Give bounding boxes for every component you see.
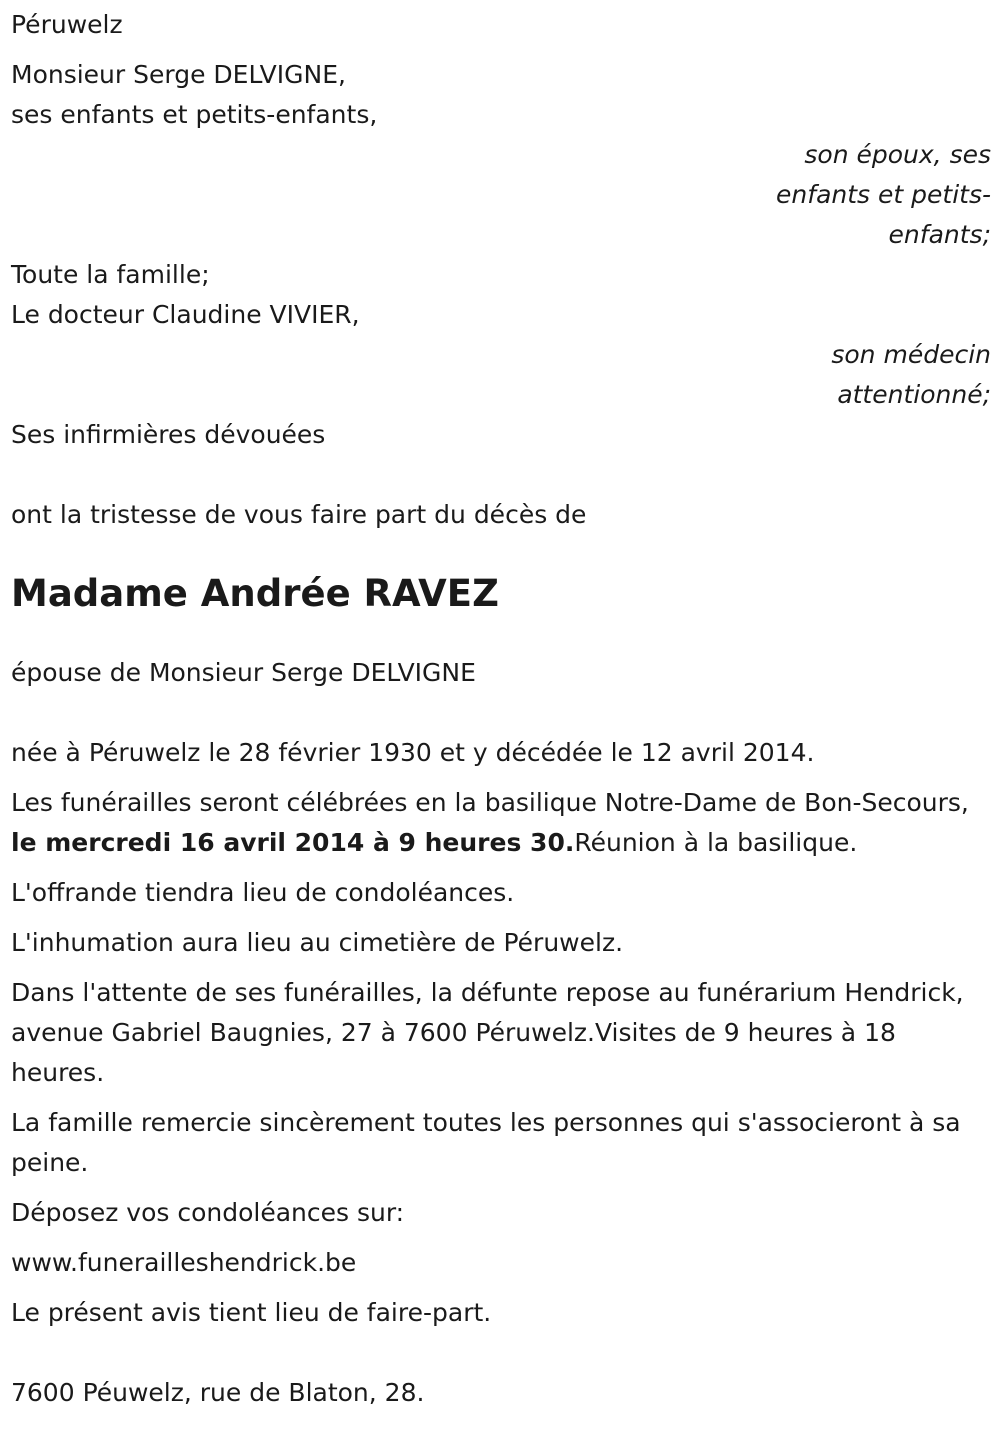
funeral-text-after: Réunion à la basilique. bbox=[574, 828, 858, 857]
family-member-husband: Monsieur Serge DELVIGNE, bbox=[11, 60, 346, 89]
footer-address: 7600 Péuwelz, rue de Blaton, 28. bbox=[11, 1378, 425, 1407]
family-relation-line: enfants et petits- bbox=[776, 180, 991, 209]
spouse-line: épouse de Monsieur Serge DELVIGNE bbox=[11, 658, 476, 687]
doctor-relation-line: attentionné; bbox=[837, 380, 991, 409]
city-header: Péruwelz bbox=[11, 10, 123, 39]
obituary-notice bbox=[11, 5, 991, 1413]
doctor-relation-line: son médecin bbox=[831, 340, 991, 369]
family-nurses: Ses infirmières dévouées bbox=[11, 420, 326, 449]
birth-death-line: née à Péruwelz le 28 février 1930 et y décédée le 12 avril 2014. bbox=[11, 738, 815, 767]
repose-note: Dans l'attente de ses funérailles, la défunte repose au funérarium Hendrick, avenue Gabriel Baugnies, 27 à 7600 Péruwelz.Visites de 9 heures à 18 heures. bbox=[11, 978, 964, 1087]
funeral-details bbox=[11, 783, 991, 863]
thanks-note: La famille remercie sincèrement toutes les personnes qui s'associeront à sa peine. bbox=[11, 1108, 961, 1177]
family-whole: Toute la famille; bbox=[11, 260, 210, 289]
condolences-label: Déposez vos condoléances sur: bbox=[11, 1198, 405, 1227]
funeral-text-before: Les funérailles seront célébrées en la basilique Notre-Dame de Bon-Secours, bbox=[11, 788, 969, 817]
notice-line: Le présent avis tient lieu de faire-part. bbox=[11, 1298, 492, 1327]
website-link[interactable]: www.funerailleshendrick.be bbox=[11, 1248, 357, 1277]
family-relation-line: son époux, ses bbox=[804, 140, 991, 169]
offering-note: L'offrande tiendra lieu de condoléances. bbox=[11, 878, 515, 907]
family-member-children: ses enfants et petits-enfants, bbox=[11, 100, 378, 129]
family-relation-line: enfants; bbox=[888, 220, 991, 249]
family-doctor: Le docteur Claudine VIVIER, bbox=[11, 300, 360, 329]
funeral-date: le mercredi 16 avril 2014 à 9 heures 30. bbox=[11, 828, 575, 857]
burial-note: L'inhumation aura lieu au cimetière de Péruwelz. bbox=[11, 928, 624, 957]
announcement-intro: ont la tristesse de vous faire part du décès de bbox=[11, 500, 587, 529]
deceased-name: Madame Andrée RAVEZ bbox=[11, 572, 499, 615]
